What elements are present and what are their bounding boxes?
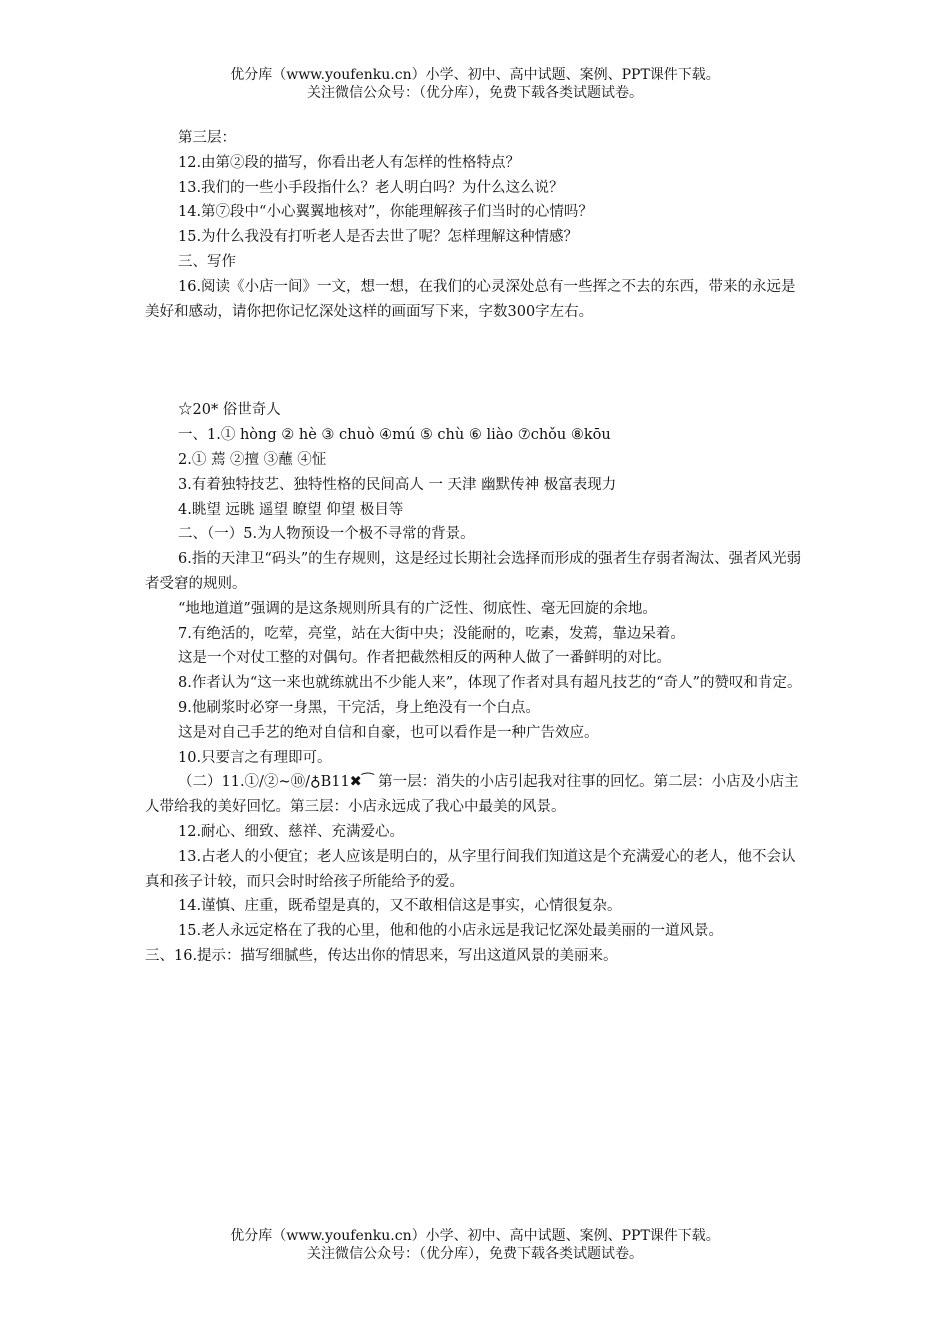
page-footer [0,1227,950,1263]
answer-11: （二）11.①/②~⑩/♁B11✖⁀ 第一层：消失的小店引起我对往事的回忆。第二层：小店及小店主人带给我的美好回忆。第三层：小店永远成了我心中最美的风景。 [145,774,799,816]
header-line-2: 关注微信公众号：（优分库），免费下载各类试题试卷。 [307,85,643,101]
footer-line-1: 优分库（www.youfenku.cn）小学、初中、高中试题、案例、PPT课件下载。 [230,1228,720,1244]
footer-line-2: 关注微信公众号：（优分库），免费下载各类试题试卷。 [307,1246,643,1262]
answer-16: 三、16.提示：描写细腻些，传达出你的情思来，写出这道风景的美丽来。 [145,947,618,964]
question-16: 16.阅读《小店一间》一文，想一想，在我们的心灵深处总有一些挥之不去的东西，带来的永远是美好和感动，请你把你记忆深处这样的画面写下来，字数300字左右。 [145,278,796,320]
answer-14: 14.谨慎、庄重，既希望是真的，又不敢相信这是事实，心情很复杂。 [178,898,622,915]
answer-1: 一、1.① hòng ② hè ③ chuò ④mú ⑤ chù ⑥ liào ⑦chǒu ⑧kōu [178,427,611,444]
answer-3: 3.有着独特技艺、独特性格的民间高人 一 天津 幽默传神 极富表现力 [178,476,617,493]
lesson-title: ☆20* 俗世奇人 [178,402,281,419]
answer-7: 7.有绝活的，吃荤，亮堂，站在大街中央；没能耐的，吃素，发蔫，靠边呆着。 [178,625,685,642]
answer-9: 9.他刷浆时必穿一身黑，干完活，身上绝没有一个白点。 [178,699,540,716]
answer-2: 2.① 蔫 ②擅 ③蘸 ④怔 [178,451,327,468]
question-15: 15.为什么我没有打听老人是否去世了呢？怎样理解这种情感？ [178,229,579,246]
answer-5: 二、（一）5.为人物预设一个极不寻常的背景。 [178,526,475,543]
answer-15: 15.老人永远定格在了我的心里，他和他的小店永远是我记忆深处最美丽的一道风景。 [178,923,724,940]
question-12: 12.由第②段的描写，你看出老人有怎样的性格特点？ [178,154,521,171]
spacer [145,324,805,398]
answer-13: 13.占老人的小便宜；老人应该是明白的，从字里行间我们知道这是个充满爱心的老人，他不会认真和孩子计较，而只会时时给孩子所能给予的爱。 [145,848,796,890]
answer-9-note: 这是对自己手艺的绝对自信和自豪，也可以看作是一种广告效应。 [178,724,599,741]
page-header [0,66,950,102]
question-14: 14.第⑦段中“小心翼翼地核对”，你能理解孩子们当时的心情吗？ [178,204,593,221]
section-heading: 第三层： [178,130,236,146]
answer-7-note: 这是一个对仗工整的对偶句。作者把截然相反的两种人做了一番鲜明的对比。 [178,650,671,667]
answer-6: 6.指的天津卫“码头”的生存规则，这是经过长期社会选择而形成的强者生存弱者淘汰、强者风光弱者受窘的规则。 [145,551,802,592]
answer-12: 12.耐心、细致、慈祥、充满爱心。 [178,823,405,840]
answer-4: 4.眺望 远眺 遥望 瞭望 仰望 极目等 [178,501,404,518]
writing-heading: 三、写作 [178,253,236,270]
document-body [145,126,805,969]
header-line-1: 优分库（www.youfenku.cn）小学、初中、高中试题、案例、PPT课件下载。 [230,67,720,83]
answer-10: 10.只要言之有理即可。 [178,749,332,766]
question-13: 13.我们的一些小手段指什么？老人明白吗？为什么这么说？ [178,179,564,196]
answer-8: 8.作者认为“这一来也就练就出不少能人来”，体现了作者对具有超凡技艺的“奇人”的赞叹和肯定。 [178,675,802,692]
answer-6-note: “地地道道”强调的是这条规则所具有的广泛性、彻底性、毫无回旋的余地。 [178,600,657,617]
